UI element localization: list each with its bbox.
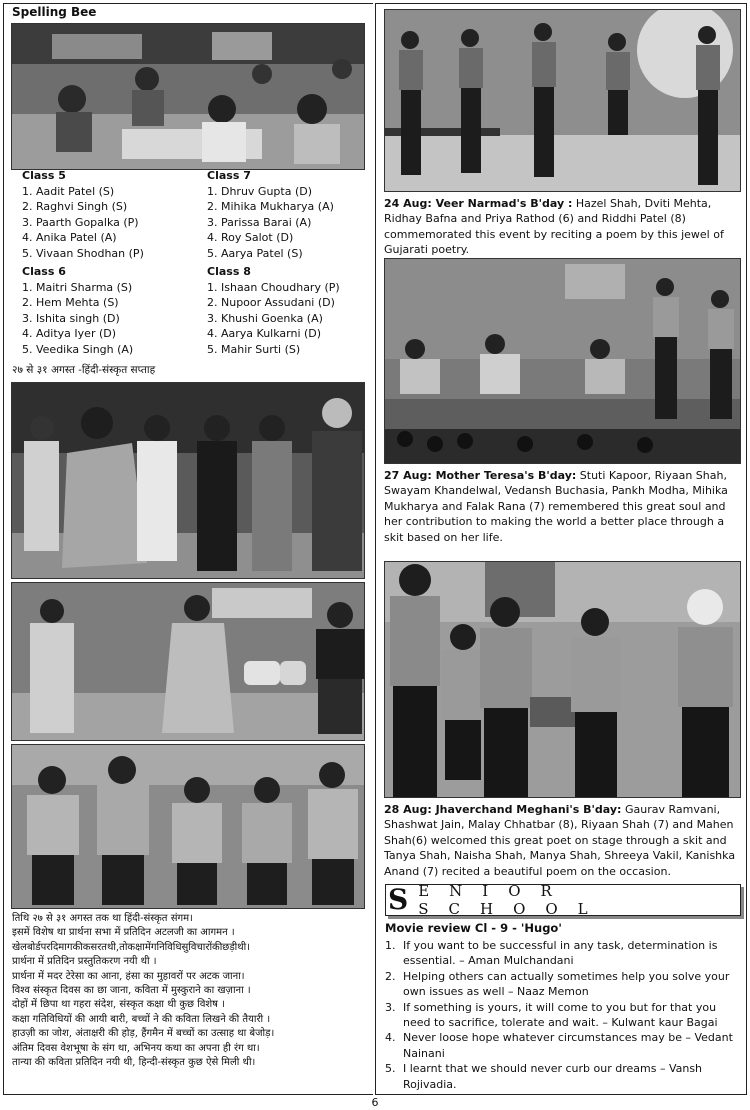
event-date: 24 Aug: Veer Narmad's B'day : <box>384 197 573 210</box>
poem-line: खेलबोर्डपरदिमागकीकसरतथी,तोकक्षामेंगनिविधिसुविचारोंकीछड़ीथी। <box>12 941 251 953</box>
list-item <box>385 1000 741 1031</box>
poem-line: इसमें विशेष था प्रार्थना सभा में प्रतिदिन अटलजी का आगमन । <box>12 927 235 939</box>
hindi-poem <box>12 912 368 1070</box>
event-text: Gaurav Ramvani, Shashwat Jain, Malay Chhatbar (8), Riyaan Shah (7) and Mahen Shah(6) welcomed this great poet on stage through a skit and Tanya Shah, Naisha Shah, Manya Shah, Shreeya Vakil, Kanishka Anand (7) recited a beautiful poem on the occasion. <box>384 803 736 878</box>
class-8-list <box>207 264 340 358</box>
student-entry: 4. Aditya Iyer (D) <box>22 327 117 341</box>
class-heading: Class 7 <box>207 169 251 182</box>
student-entry: 2. Raghvi Singh (S) <box>22 200 128 214</box>
student-entry: 5. Vivaan Shodhan (P) <box>22 246 144 260</box>
hindi-week-title: २७ से ३१ अगस्त -हिंदी-संस्कृत सप्ताह <box>12 364 156 376</box>
item-number: 3. <box>385 1000 396 1014</box>
student-entry: 2. Mihika Mukharya (A) <box>207 200 334 214</box>
list-item <box>385 938 741 969</box>
class-7-list <box>207 168 334 262</box>
student-entry: 3. Ishita singh (D) <box>22 311 120 325</box>
student-entry: 1. Aadit Patel (S) <box>22 184 115 198</box>
event-text: Stuti Kapoor, Riyaan Shah, Swayam Khandelwal, Vedansh Buchasia, Pankh Modha, Mihika Mukharya and Falak Rana (7) remembered this great soul and her contribution to making the world a better place through a skit based on her life. <box>384 469 728 544</box>
student-entry: 2. Hem Mehta (S) <box>22 296 119 310</box>
poem-line: दोहों में छिपा था गहरा संदेश, संस्कृत कक्षा थी कुछ विशेष । <box>12 999 225 1011</box>
jhaverchand-meghani-caption <box>384 802 740 879</box>
student-entry: 4. Anika Patel (A) <box>22 231 117 245</box>
page-number: 6 <box>371 1096 379 1109</box>
item-number: 1. <box>385 939 396 952</box>
veer-narmad-photo <box>384 9 741 192</box>
class-heading: Class 8 <box>207 265 251 278</box>
hindi-skit-photo-2 <box>11 582 365 741</box>
student-entry: 3. Khushi Goenka (A) <box>207 311 323 325</box>
class-activity-photo <box>11 744 365 909</box>
list-item <box>385 1061 741 1092</box>
poem-line: प्रार्थना में प्रतिदिन प्रस्तुतिकरण नयी थी । <box>12 956 157 968</box>
list-item <box>385 969 741 1000</box>
item-number: 4. <box>385 1031 396 1045</box>
student-entry: 5. Aarya Patel (S) <box>207 246 303 260</box>
student-entry: 1. Dhruv Gupta (D) <box>207 184 313 198</box>
student-entry: 3. Parissa Barai (A) <box>207 215 312 229</box>
poem-line: विश्व संस्कृत दिवस का छा जाना, कविता में मुस्कुराने का खज़ाना । <box>12 985 251 997</box>
item-text: Helping others can actually sometimes help you solve your own issues as well – Naaz Memon <box>403 969 730 999</box>
senior-school-heading: ENIOR SCHOOL <box>418 882 608 918</box>
event-date: 28 Aug: Jhaverchand Meghani's B'day: <box>384 803 622 816</box>
student-entry: 2. Nupoor Assudani (D) <box>207 296 335 310</box>
item-text: Never loose hope whatever circumstances may be – Vedant Nainani <box>403 1031 733 1060</box>
poem-line: कक्षा गतिविधियों की आयी बारी, बच्चों ने की कविता लिखने की तैयारी । <box>12 1013 271 1025</box>
student-entry: 4. Roy Salot (D) <box>207 231 294 245</box>
movie-review-title: Movie review Cl - 9 - 'Hugo' <box>385 921 562 935</box>
veer-narmad-caption <box>384 196 740 258</box>
senior-school-first-letter: S <box>388 883 409 916</box>
poem-line: प्रार्थना में मदर टेरेसा का आना, हंसा का मुहावरों पर अटक जाना। <box>12 970 245 982</box>
senior-school-banner <box>385 884 741 916</box>
jhaverchand-meghani-photo <box>384 561 741 798</box>
class-heading: Class 5 <box>22 169 66 182</box>
class-6-list <box>22 264 133 358</box>
list-item <box>385 1030 741 1061</box>
student-entry: 1. Maitri Sharma (S) <box>22 280 133 294</box>
student-entry: 1. Ishaan Choudhary (P) <box>207 280 340 294</box>
item-text: I learnt that we should never curb our dreams – Vansh Rojivadia. <box>403 1062 703 1091</box>
item-text: If you want to be successful in any task, determination is essential. – Aman Mulchandani <box>403 939 718 968</box>
class-5-list <box>22 168 144 262</box>
item-text: If something is yours, it will come to you but for that you need to sacrifice, tolerate and wait. – Kulwant kaur Bagai <box>403 1000 718 1030</box>
student-entry: 5. Veedika Singh (A) <box>22 342 134 356</box>
poem-line: हाउज़ी का जोश, अंताक्षरी की होड़, हैंगमैन में बच्चों का उत्साह था बेजोड़। <box>12 1028 275 1040</box>
event-date: 27 Aug: Mother Teresa's B'day: <box>384 469 577 482</box>
mother-teresa-caption <box>384 468 740 545</box>
item-number: 2. <box>385 969 396 983</box>
student-entry: 3. Paarth Gopalka (P) <box>22 215 139 229</box>
student-entry: 5. Mahir Surti (S) <box>207 342 301 356</box>
spelling-bee-title: Spelling Bee <box>12 5 97 19</box>
spelling-bee-photo <box>11 23 365 170</box>
class-heading: Class 6 <box>22 265 66 278</box>
event-text: Hazel Shah, Dviti Mehta, Ridhay Bafna and Priya Rathod (6) and Riddhi Patel (8) commemorated this event by reciting a poem by this jewel of Gujarati poetry. <box>384 197 724 257</box>
poem-line: तिथि २७ से ३१ अगस्त तक था हिंदी-संस्कृत संगम। <box>12 913 193 924</box>
student-entry: 4. Aarya Kulkarni (D) <box>207 327 322 341</box>
hindi-skit-photo-1 <box>11 382 365 579</box>
poem-line: तान्या की कविता प्रतिदिन नयी थी, हिन्दी-संस्कृत कुछ ऐसे मिली थी। <box>12 1057 256 1069</box>
mother-teresa-photo <box>384 258 741 464</box>
movie-review-list <box>385 938 741 1092</box>
item-number: 5. <box>385 1062 396 1076</box>
poem-line: अंतिम दिवस वेशभूषा के संग था, अभिनय कथा का अपना ही रंग था। <box>12 1042 260 1054</box>
